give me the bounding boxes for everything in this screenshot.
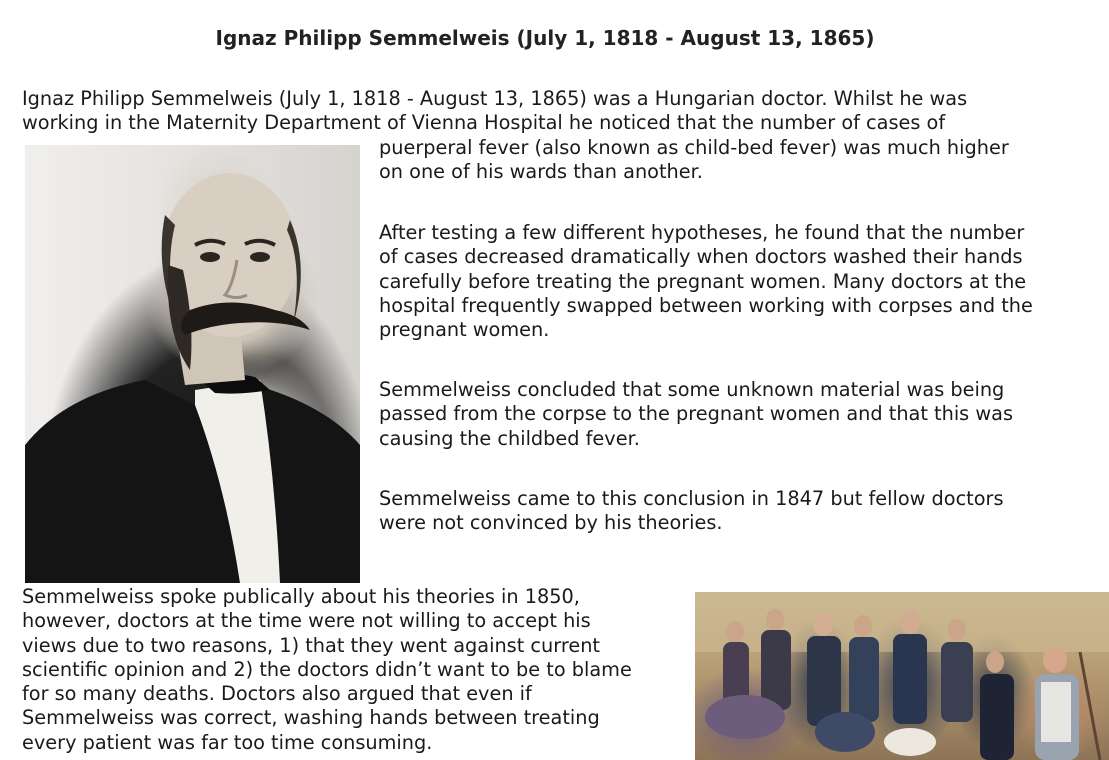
text-line: Semmelweiss was correct, washing hands between treating — [22, 706, 600, 730]
text-line: of cases decreased dramatically when doctors washed their hands — [379, 245, 1023, 269]
text-line: carefully before treating the pregnant women. Many doctors at the — [379, 269, 1027, 293]
reception-paragraph — [22, 585, 632, 755]
text-line: Semmelweiss came to this conclusion in 1847 but fellow doctors — [379, 487, 1004, 510]
year-paragraph — [379, 487, 1004, 536]
text-line: pregnant women. — [379, 318, 550, 342]
text-line: passed from the corpse to the pregnant women and that this was — [379, 402, 1013, 426]
text-line: Semmelweiss spoke publically about his theories in 1850, — [22, 585, 580, 608]
text-line: on one of his wards than another. — [379, 160, 703, 184]
text-line: views due to two reasons, 1) that they went against current — [22, 633, 600, 657]
text-line: Semmelweiss concluded that some unknown material was being — [379, 378, 1005, 401]
text-line: working in the Maternity Department of Vienna Hospital he noticed that the number of cases of — [22, 111, 946, 135]
intro-paragraph-continued — [379, 136, 1009, 185]
text-line: Ignaz Philipp Semmelweis (July 1, 1818 - August 13, 1865) was a Hungarian doctor. Whilst he was — [22, 87, 968, 110]
text-line: After testing a few different hypotheses, he found that the number — [379, 221, 1025, 244]
painting-illustration — [695, 592, 1109, 760]
text-line: puerperal fever (also known as child-bed fever) was much higher — [379, 136, 1009, 159]
hospital-painting — [695, 592, 1109, 760]
intro-paragraph — [22, 87, 967, 136]
text-line: for so many deaths. Doctors also argued that even if — [22, 682, 532, 706]
text-line: scientific opinion and 2) the doctors didn’t want to be to blame — [22, 657, 632, 681]
conclusion-paragraph — [379, 378, 1013, 451]
text-line: however, doctors at the time were not willing to accept his — [22, 609, 591, 633]
semmelweis-portrait — [25, 145, 360, 583]
page-title: Ignaz Philipp Semmelweis (July 1, 1818 - August 13, 1865) — [215, 26, 875, 50]
portrait-illustration — [25, 145, 360, 583]
hypotheses-paragraph — [379, 221, 1033, 342]
text-line: were not convinced by his theories. — [379, 511, 723, 535]
text-line: every patient was far too time consuming. — [22, 730, 433, 754]
text-line: causing the childbed fever. — [379, 426, 640, 450]
text-line: hospital frequently swapped between working with corpses and the — [379, 293, 1033, 317]
